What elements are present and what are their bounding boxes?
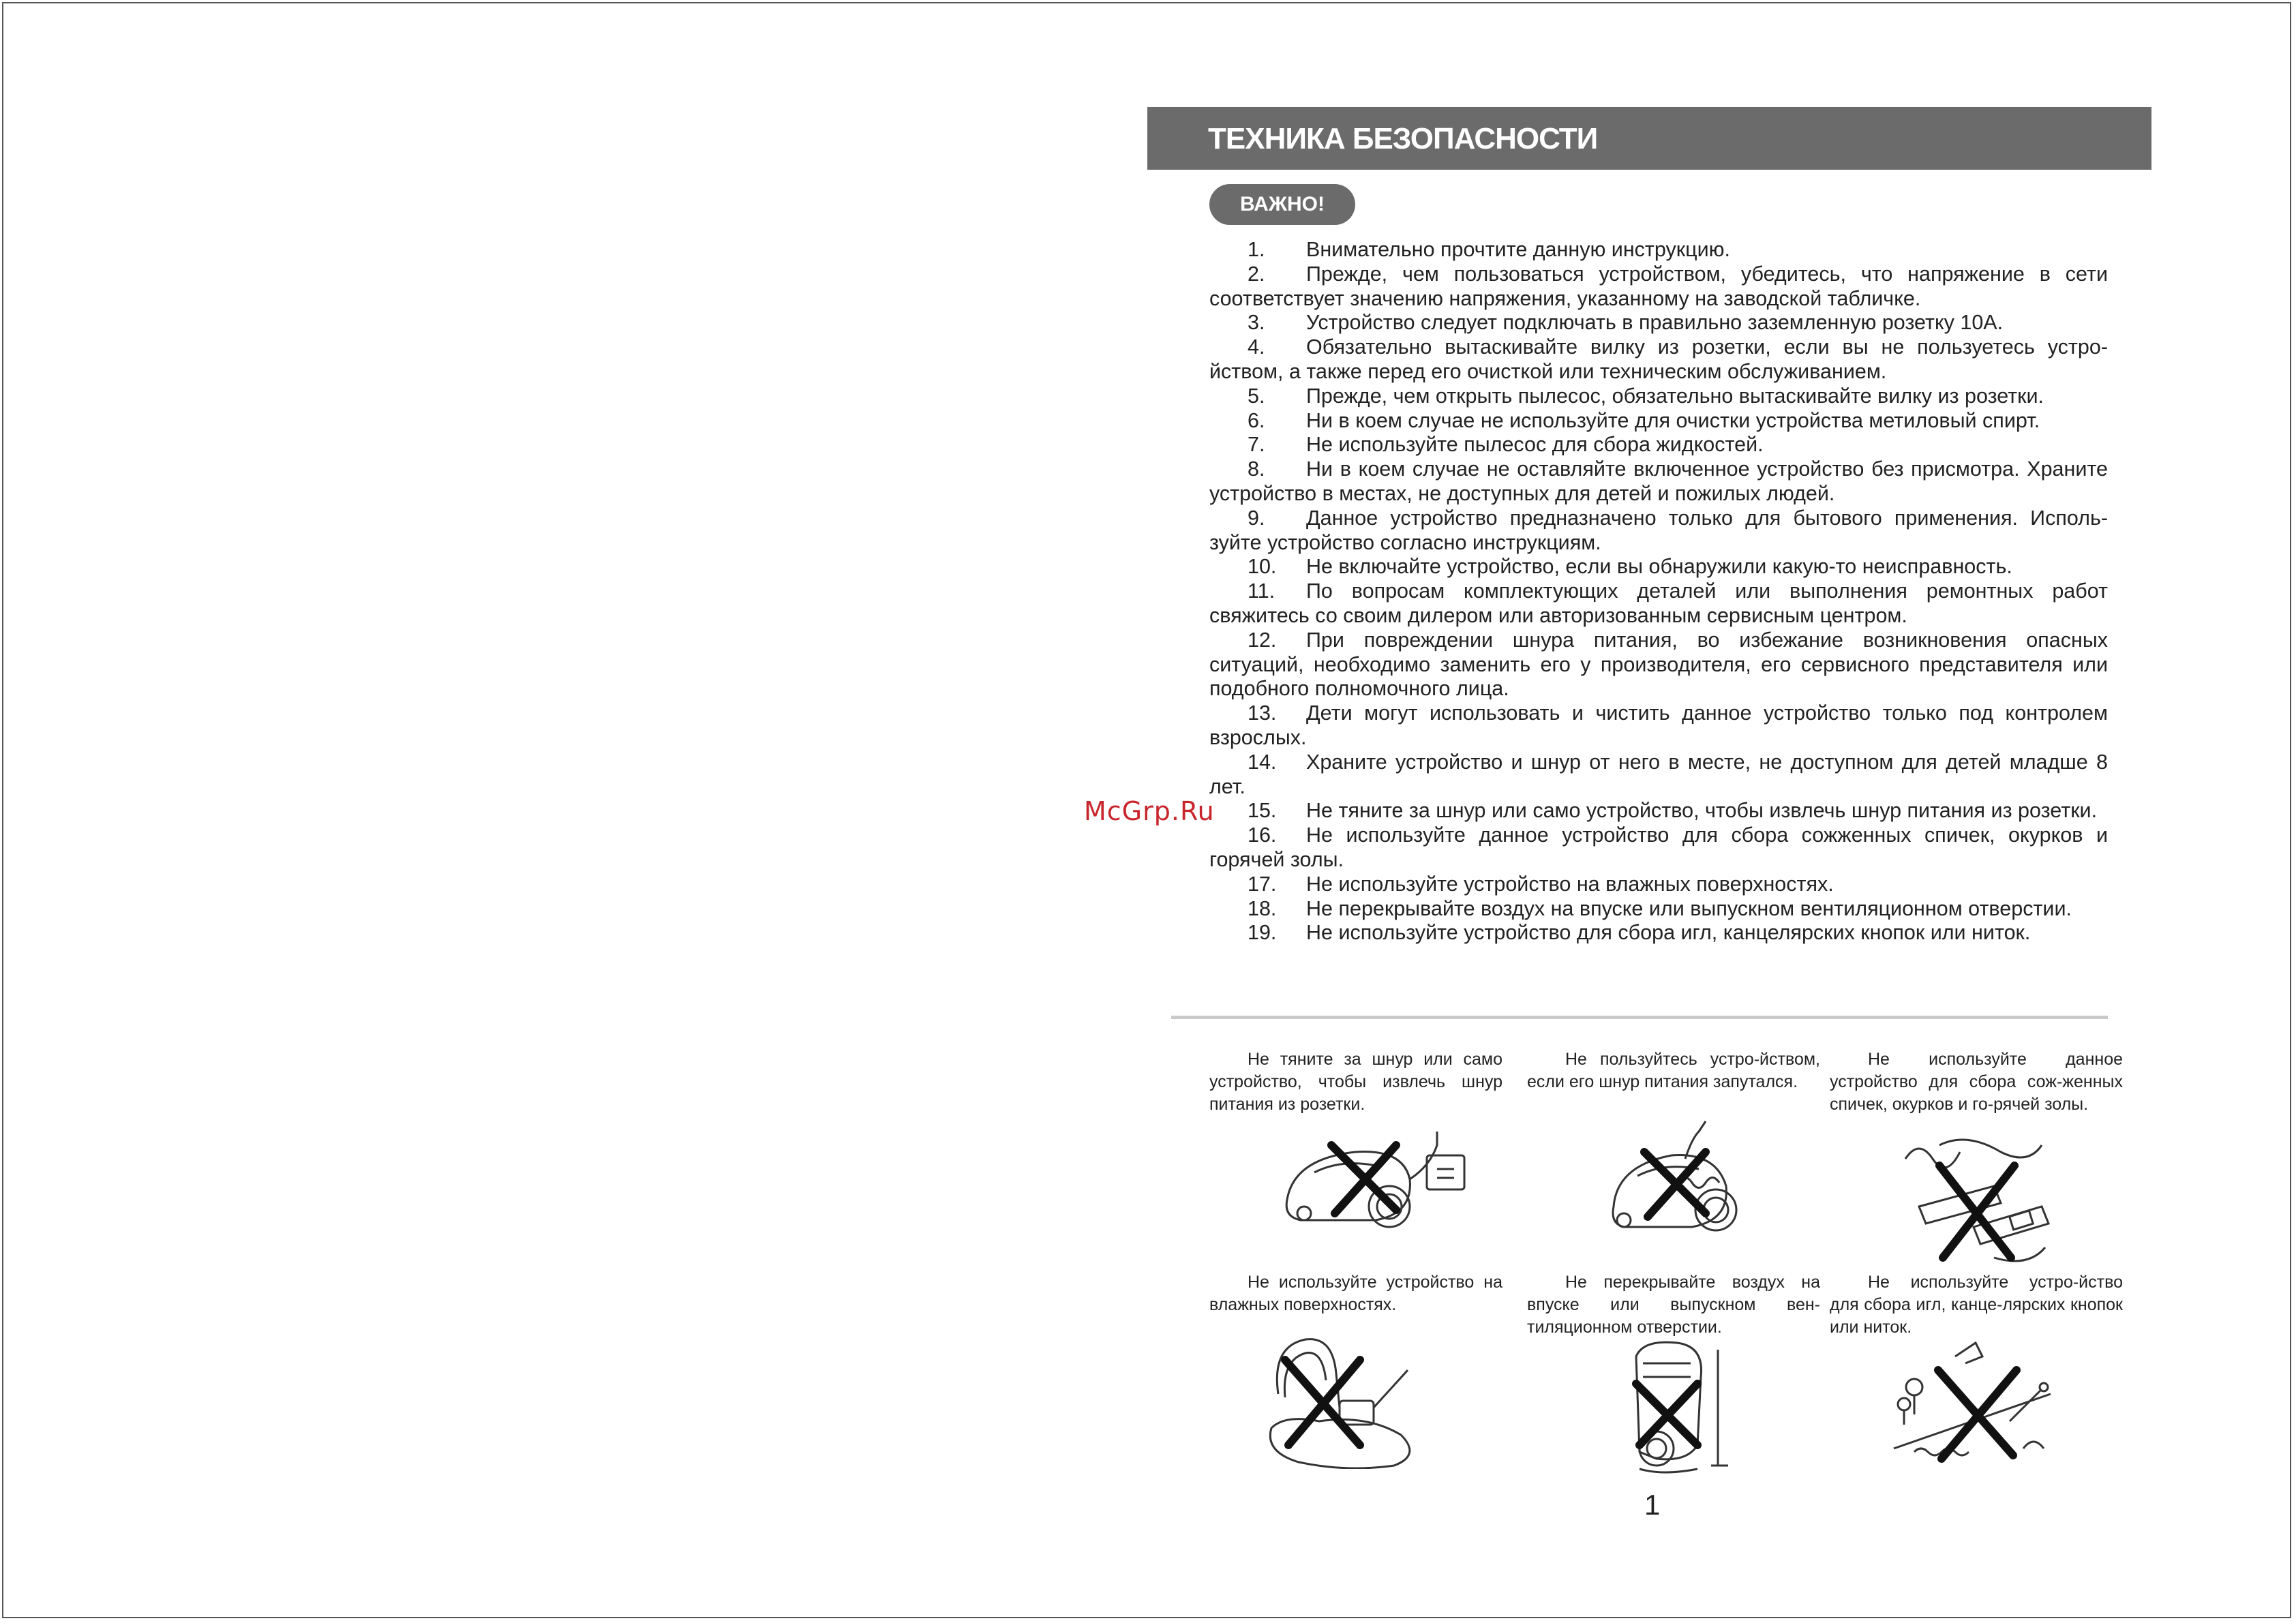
rule-text: Не перекрывайте воздух на впуске или выпускном вентиляционном отверстии. xyxy=(1306,896,2072,920)
section-header xyxy=(1147,107,2151,170)
rule-item xyxy=(1209,799,2108,823)
rule-item xyxy=(1209,433,2108,457)
rule-text: Не тяните за шнур или само устройство, чтобы извлечь шнур питания из розетки. xyxy=(1306,799,2098,823)
rule-number: 12. xyxy=(1248,628,1277,652)
rule-number: 19. xyxy=(1248,921,1277,945)
rule-text: Не используйте данное устройство для сбора сожженных спичек, окурков и горячей золы. xyxy=(1209,823,2108,871)
safety-rules-list xyxy=(1209,238,2108,945)
rule-number: 2. xyxy=(1248,262,1265,286)
vacuum-cord-pull-illustration xyxy=(1273,1118,1471,1241)
rule-text: Не используйте пылесос для сбора жидкостей. xyxy=(1306,433,1764,457)
caption-tangled-cord: Не пользуйтесь устро-йством, если его шнур питания запутался. xyxy=(1527,1050,1820,1091)
rule-number: 3. xyxy=(1248,311,1265,335)
rule-item xyxy=(1209,457,2108,506)
rule-text: Храните устройство и шнур от него в месте, не доступном для детей младше 8 лет. xyxy=(1209,750,2108,798)
rule-text: Внимательно прочтите данную инструкцию. xyxy=(1306,238,1730,261)
rule-number: 5. xyxy=(1248,384,1265,408)
rule-text: Ни в коем случае не оставляйте включенное устройство без присмотра. Храните устройство в местах, не доступных для детей и пожилых людей. xyxy=(1209,457,2108,505)
rule-item xyxy=(1209,823,2108,873)
rule-number: 17. xyxy=(1248,872,1277,896)
rule-item xyxy=(1209,628,2108,701)
rule-item xyxy=(1209,701,2108,750)
caption-wet-surface: Не используйте устройство на влажных поверхностях. xyxy=(1209,1273,1502,1314)
rule-item xyxy=(1209,579,2108,628)
rule-number: 14. xyxy=(1248,750,1277,774)
rule-number: 6. xyxy=(1248,408,1265,432)
rule-text: Обязательно вытаскивайте вилку из розетки, если вы не пользуетесь устро-йством, а также перед его очисткой или техническим обслуживанием. xyxy=(1209,335,2108,383)
rule-text: Не используйте устройство для сбора игл, канцелярских кнопок или ниток. xyxy=(1306,921,2031,945)
rule-text: Дети могут использовать и чистить данное устройство только под контролем взрослых. xyxy=(1209,701,2108,749)
caption-cord-pull: Не тяните за шнур или само устройство, чтобы извлечь шнур питания из розетки. xyxy=(1209,1050,1502,1114)
caption-blocked-vents: Не перекрывайте воздух на впуске или выпускном вен-тиляционном отверстии. xyxy=(1527,1273,1820,1337)
rule-text: Ни в коем случае не используйте для очистки устройства метиловый спирт. xyxy=(1306,408,2040,432)
rule-item xyxy=(1209,506,2108,556)
blocked-vents-illustration xyxy=(1622,1336,1738,1479)
rule-item xyxy=(1209,555,2108,579)
rule-number: 11. xyxy=(1248,579,1275,603)
caption-hot-ash: Не используйте данное устройство для сбора сож-женных спичек, окурков и го-рячей золы. xyxy=(1830,1050,2123,1114)
rule-text: Прежде, чем открыть пылесос, обязательно вытаскивайте вилку из розетки. xyxy=(1306,384,2044,408)
rule-text: По вопросам комплектующих деталей или выполнения ремонтных работ свяжитесь со своим дилером или авторизованным сервисным центром. xyxy=(1209,579,2108,627)
needles-pins-illustration xyxy=(1887,1339,2064,1476)
rule-item xyxy=(1209,750,2108,800)
rule-text: Не используйте устройство на влажных поверхностях. xyxy=(1306,872,1834,896)
rule-number: 16. xyxy=(1248,823,1277,847)
rule-item xyxy=(1209,897,2108,922)
rule-number: 10. xyxy=(1248,555,1277,579)
rule-item xyxy=(1209,384,2108,409)
rule-number: 15. xyxy=(1248,799,1277,823)
rule-text: Прежде, чем пользоваться устройством, убедитесь, что напряжение в сети соответствует значению напряжения, указанному на заводской табличке. xyxy=(1209,262,2108,310)
page-number: 1 xyxy=(1644,1489,1661,1521)
rule-number: 13. xyxy=(1248,701,1277,725)
rule-item xyxy=(1209,311,2108,335)
rule-item xyxy=(1209,335,2108,384)
rule-text: Данное устройство предназначено только для бытового применения. Исполь-зуйте устройство согласно инструкциям. xyxy=(1209,506,2108,554)
rule-number: 9. xyxy=(1248,506,1265,530)
rule-text: При повреждении шнура питания, во избежание возникновения опасных ситуаций, необходимо заменить его у производителя, его сервисного представителя или подобного полномочного лица. xyxy=(1209,628,2108,701)
rule-item xyxy=(1209,238,2108,262)
vacuum-tangled-cord-illustration xyxy=(1603,1118,1753,1241)
important-badge: ВАЖНО! xyxy=(1209,184,1355,225)
hot-ash-cigarettes-illustration xyxy=(1892,1132,2055,1268)
caption-needles-pins: Не используйте устро-йство для сбора игл, канце-лярских кнопок или ниток. xyxy=(1830,1273,2123,1337)
rule-number: 4. xyxy=(1248,335,1265,359)
rule-item xyxy=(1209,873,2108,897)
section-title: ТЕХНИКА БЕЗОПАСНОСТИ xyxy=(1208,122,1598,155)
watermark: McGrp.Ru xyxy=(1084,796,1215,826)
section-divider xyxy=(1171,1016,2108,1019)
rule-item xyxy=(1209,409,2108,434)
rule-text: Не включайте устройство, если вы обнаружили какую-то неисправность. xyxy=(1306,555,2012,579)
rule-text: Устройство следует подключать в правильно заземленную розетку 10А. xyxy=(1306,311,2004,335)
rule-number: 8. xyxy=(1248,457,1265,481)
rule-number: 7. xyxy=(1248,433,1265,457)
rule-number: 1. xyxy=(1248,238,1265,261)
wet-surface-illustration xyxy=(1258,1333,1428,1469)
rule-number: 18. xyxy=(1248,896,1277,920)
rule-item xyxy=(1209,921,2108,945)
rule-item xyxy=(1209,262,2108,312)
